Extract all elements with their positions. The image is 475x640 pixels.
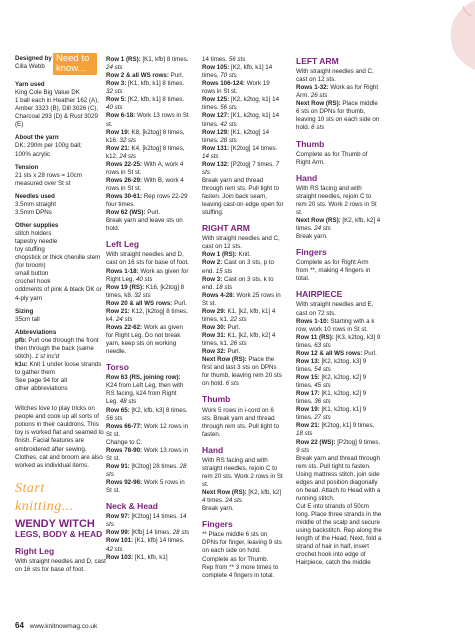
- section-heading: Right Leg: [15, 545, 55, 556]
- designer-block: [15, 55, 107, 81]
- pattern-row: Row 22 (WS): [P2tog] 9 times. 9 sts: [296, 438, 381, 454]
- info-line: 100% acrylic: [15, 150, 51, 158]
- info-column: [15, 55, 107, 574]
- pattern-row: Row 32: Purl.: [202, 348, 241, 356]
- info-line: See page 94 for all: [15, 377, 67, 385]
- intro-text: Witches love to play tricks on people and cook up all sorts of potions in their cauldrons. This toy is worked flat and seamed to finish. Facial features are embroidered after sewing. Clothes, cat and broom are also worked as individual items.: [15, 405, 104, 469]
- info-line: small button: [15, 270, 49, 278]
- pattern-column-2: [106, 56, 190, 562]
- pattern-row: Row 91: [K2tog] 28 times. 28 sts: [106, 462, 187, 479]
- section-heading: Thumb: [296, 138, 325, 149]
- info-line: then through the back (same: [15, 344, 94, 352]
- info-line: k1u: Knit 1 under loose strands: [15, 360, 102, 368]
- pattern-row: Rows 66-77: Work 12 rows in St st.: [106, 422, 189, 438]
- start-knitting-heading: Start knitting...: [15, 480, 74, 514]
- pattern-row: Row 19: [K1, k2tog, k1] 9 times. 27 sts: [296, 406, 367, 422]
- pattern-paragraph: With straight needles and D, cast on 16 sts for base of foot.: [106, 251, 189, 267]
- pattern-row: Next Row (RS): [K2, kfb, k2] 4 times. 24 sts: [296, 217, 381, 233]
- pattern-row: Rows 4-28: Work 25 rows in St st.: [202, 291, 281, 307]
- info-line: Amber 3323 (B), Dill 3026 (C),: [15, 105, 99, 113]
- footer-url: www.knitnowmag.co.uk: [29, 623, 98, 630]
- pattern-row: Row 2: Cast on 3 sts, p to end. 15 sts: [202, 259, 274, 275]
- pattern-paragraph: ** Place middle 6 sts on DPNs for finger, leaving 9 sts on each side on hold.: [202, 531, 282, 555]
- pattern-row: Next Row (RS): Place middle 6 sts on DPNs for thumb, leaving 10 sts on each side on hold. 6 sts: [296, 100, 380, 132]
- info-line: DK; 290m per 100g ball;: [15, 142, 82, 150]
- pattern-row: Row 99: [Kfb] 14 times. 28 sts: [106, 529, 190, 537]
- pattern-row: Row 62 (WS): Purl.: [106, 209, 160, 217]
- pattern-paragraph: With straight needles and C, cast on 12 sts.: [296, 68, 374, 84]
- pattern-row: Row 132: [P2tog] 7 times. 7 sts: [202, 160, 280, 176]
- info-label: Sizing: [15, 307, 34, 315]
- pattern-row: Row 6-18: Work 13 rows in St st.: [106, 112, 189, 128]
- pattern-row: Row 20 & all WS rows: Purl.: [106, 299, 187, 307]
- pattern-row: Row 63 (RS, joining row): K24 from Left Leg, then with RS facing, k24 from Right Leg. 48 sts: [106, 374, 184, 406]
- pattern-row: Row 5: [K2, kfb, k1] 8 times. 40 sts: [106, 96, 185, 112]
- pattern-row: Row 15: [K2, k2tog, k2] 9 times. 45 sts: [296, 374, 367, 390]
- section-heading: Neck & Head: [106, 501, 158, 512]
- info-line: King Cole Big Value DK: [15, 89, 80, 97]
- section-heading: HAIRPIECE: [296, 289, 343, 300]
- pattern-paragraph: Break yarn and thread through rem sts. Pull tight to fasten. Join back seam, leaving cast-on edge open for stuffing.: [202, 176, 284, 217]
- col1-tail: [15, 546, 107, 574]
- pattern-row: Row 31: K1, [k2, kfb, k2] 4 times, k1. 26 sts: [202, 332, 276, 348]
- info-line: stitch holders: [15, 230, 52, 237]
- pattern-paragraph: Break yarn.: [202, 505, 234, 513]
- pattern-row: Row 19 (RS): K16, [k2tog] 8 times, k8. 32 sts: [106, 283, 185, 299]
- pattern-row: Rows 22-25: With A, work 4 rows in St st.: [106, 160, 184, 176]
- pattern-row: Rows 1-18: Work as given for Right Leg. 40 sts: [106, 267, 189, 283]
- info-label: Other supplies: [15, 221, 59, 229]
- pattern-row: Rows 92-96: Work 5 rows in St st.: [106, 479, 185, 495]
- info-line: chopstick or thick chenille stem: [15, 254, 101, 262]
- pattern-row: Row 19: K8, [k2tog] 8 times, k16. 32 sts: [106, 128, 185, 144]
- info-line: 21 sts x 28 rows = 10cm: [15, 171, 82, 179]
- need-to-know-badge: Need to know...: [53, 53, 97, 75]
- pattern-row: Rows 30-61: Rep rows 22-29 four times.: [106, 193, 188, 209]
- pattern-row: Row 21: [K2tog, k1] 9 times. 18 sts: [296, 422, 375, 438]
- info-label: Tension: [15, 163, 39, 171]
- pattern-row: 14 times. 56 sts: [202, 56, 246, 63]
- info-line: 4-ply yarn: [15, 294, 43, 302]
- page-number: 64: [15, 621, 24, 630]
- pattern-row: Rows 106-124: Work 19 rows in St st.: [202, 80, 270, 96]
- pattern-subtitle: LEGS, BODY & HEAD: [15, 529, 103, 540]
- pattern-row: Row 21: K4, [k2tog] 8 times, k12. 24 sts: [106, 144, 185, 160]
- info-line: toy stuffing: [15, 246, 45, 254]
- pattern-paragraph: With straight needles and E, cast on 72 sts.: [296, 301, 374, 317]
- pattern-row: Row 129: [K1, k2tog] 14 times. 28 sts: [202, 128, 270, 144]
- info-list: [15, 81, 107, 393]
- info-line: other abbreviations: [15, 385, 68, 393]
- info-line: 35cm tall: [15, 315, 40, 323]
- info-label: Yarn used: [15, 81, 45, 88]
- pattern-row: Row 3: [K1, kfb, k1] 8 times. 32 sts: [106, 80, 185, 96]
- info-line: measured over St st: [15, 179, 71, 187]
- pattern-row: Row 13: [K2, k2tog, k3] 9 times. 54 sts: [296, 357, 367, 373]
- pattern-row: Row 17: [K1, k2tog, k2] 9 times. 36 sts: [296, 390, 367, 406]
- info-line: crochet hook: [15, 278, 51, 286]
- pattern-paragraph: With straight needles and D, cast on 16 sts for base of foot.: [15, 557, 106, 573]
- info-line: 3.5mm DPNs: [15, 208, 52, 216]
- pattern-column-3: [202, 56, 284, 580]
- info-line: oddments of pink & black DK or: [15, 286, 102, 294]
- pattern-paragraph: With RS facing and with straight needles, rejoin C to rem 20 sts. Work 2 rows in St st.: [202, 456, 283, 489]
- pattern-row: Rows 1-10: Starting with a k row, work 10 rows in St st.: [296, 317, 375, 333]
- designed-by-label: Designed by: [15, 55, 52, 62]
- pattern-paragraph: Cut E into strands of 50cm long. Place three strands in the middle of the scalp and secure using backstitch. Rep along the length of the Head. Next, fold a strand of hair in half, insert crochet hook into edge of Hairpiece, catch the middle: [296, 503, 382, 567]
- section-heading: Thumb: [202, 394, 231, 405]
- pattern-row: Rows 1-32: Work as for Right Arm. 26 sts: [296, 84, 379, 100]
- pattern-row: Row 131: [K2tog] 14 times. 14 sts: [202, 144, 278, 160]
- pattern-paragraph: With straight needles and C, cast on 12 sts.: [202, 235, 280, 251]
- pattern-paragraph: Break yarn and thread through rem sts. Pull tight to fasten. Using mattress stitch, join side edges and position diagonally on head. Attach to Head with a running stitch.: [296, 454, 381, 502]
- pattern-row: Row 12 & all WS rows: Purl.: [296, 349, 377, 357]
- pattern-row: Row 21: K12, [k2tog] 8 times, k4. 24 sts: [106, 307, 188, 323]
- pattern-row: Row 65: [K2, kfb, k3] 8 times. 56 sts: [106, 406, 188, 422]
- pattern-row: Row 30: Purl.: [202, 323, 241, 331]
- info-label: Needles used: [15, 192, 55, 200]
- section-heading: Hand: [202, 444, 224, 455]
- info-line: tapestry needle: [15, 238, 58, 246]
- pattern-column-4: [296, 56, 382, 568]
- section-heading: Left Leg: [106, 239, 140, 250]
- pattern-row: Row 1 (RS): Knit.: [202, 251, 251, 259]
- cat-decoration-icon: [425, 0, 475, 70]
- section-heading: Hand: [296, 172, 318, 183]
- pattern-title: WENDY WITCH: [15, 518, 95, 531]
- pattern-row: Row 1 (RS): [K1, kfb] 8 times. 24 sts: [106, 56, 189, 72]
- info-line: (for broom): [15, 262, 46, 270]
- pattern-row: Rows 26-29: With B, work 4 rows in St st.: [106, 176, 184, 192]
- info-line: to gather them: [15, 369, 55, 376]
- info-label: About the yarn: [15, 134, 59, 142]
- designer-name: Cilla Webb: [15, 63, 45, 71]
- pattern-row: Row 3: Cast on 3 sts, k to end. 18 sts: [202, 275, 274, 291]
- pattern-row: Rows 78-90: Work 13 rows in St st.: [106, 446, 189, 462]
- info-line: pfb: Purl one through the front: [15, 336, 99, 344]
- info-line: Charcoal 293 (D) & Rust 3029 (E): [15, 113, 98, 129]
- pattern-row: Row 29: K1, [k2, kfb, k1] 4 times, k1. 22 sts: [202, 307, 276, 323]
- pattern-paragraph: Rep from ** 3 more times to complete 4 fingers in total.: [202, 563, 279, 579]
- pattern-paragraph: Break yarn.: [296, 233, 328, 241]
- info-line: 3.5mm straight: [15, 200, 56, 208]
- section-heading: LEFT ARM: [296, 56, 339, 66]
- pattern-paragraph: With RS facing and with straight needles, rejoin C to rem 20 sts. Work 2 rows in St st.: [296, 184, 377, 216]
- section-heading: Fingers: [296, 247, 327, 258]
- pattern-row: Row 101: [K1, kfb] 14 times. 42 sts: [106, 537, 185, 553]
- pattern-paragraph: Complete as for Right Arm from **, making 4 fingers in total.: [296, 259, 371, 283]
- pattern-row: Row 97: [K2tog] 14 times. 14 sts: [106, 513, 187, 529]
- pattern-row: Row 11 (RS): [K3, k2tog, k3] 9 times. 63 sts: [296, 333, 381, 349]
- pattern-row: Next Row (RS): Place the first and last 3 sts on DPNs for thumb, leaving rem 20 sts on hold. 6 sts: [202, 356, 282, 388]
- pattern-row: Row 2 & all WS rows: Purl.: [106, 72, 184, 80]
- info-line: 1 ball each in Heather 162 (A),: [15, 97, 99, 105]
- pattern-row: Row 105: [K2, kfb, k1] 14 times. 70 sts: [202, 64, 273, 80]
- pattern-row: Row 103: [K1, kfb, k1]: [106, 553, 168, 561]
- info-label: Abbreviations: [15, 328, 57, 336]
- pattern-row: Next Row (RS): [K2, kfb, k2] 4 times. 24 sts: [202, 489, 282, 505]
- pattern-paragraph: Complete as for Thumb of Right Arm.: [296, 150, 368, 166]
- pattern-paragraph: Change to C.: [106, 438, 143, 446]
- pattern-paragraph: Break yarn and leave sts on hold.: [106, 217, 183, 233]
- pattern-paragraph: Complete as for Thumb.: [202, 555, 269, 563]
- pattern-row: Row 127: [K1, k2tog, k1] 14 times. 42 sts: [202, 112, 280, 128]
- info-line: stitch). 1 st inc'd: [15, 352, 60, 360]
- section-heading: RIGHT ARM: [202, 223, 250, 234]
- section-heading: Torso: [106, 362, 129, 373]
- page-footer: [15, 621, 97, 631]
- pattern-paragraph: Work 5 rows in i-cord on 6 sts. Break yarn and thread through rem sts. Pull tight to fasten.: [202, 406, 280, 438]
- pattern-row: Rows 22-62: Work as given for Right Leg. Do not break yarn, keep sts on working needle.: [106, 323, 183, 356]
- section-heading: Fingers: [202, 519, 233, 530]
- pattern-row: Row 125: [K2, k2tog, k1] 14 times. 56 sts: [202, 96, 280, 112]
